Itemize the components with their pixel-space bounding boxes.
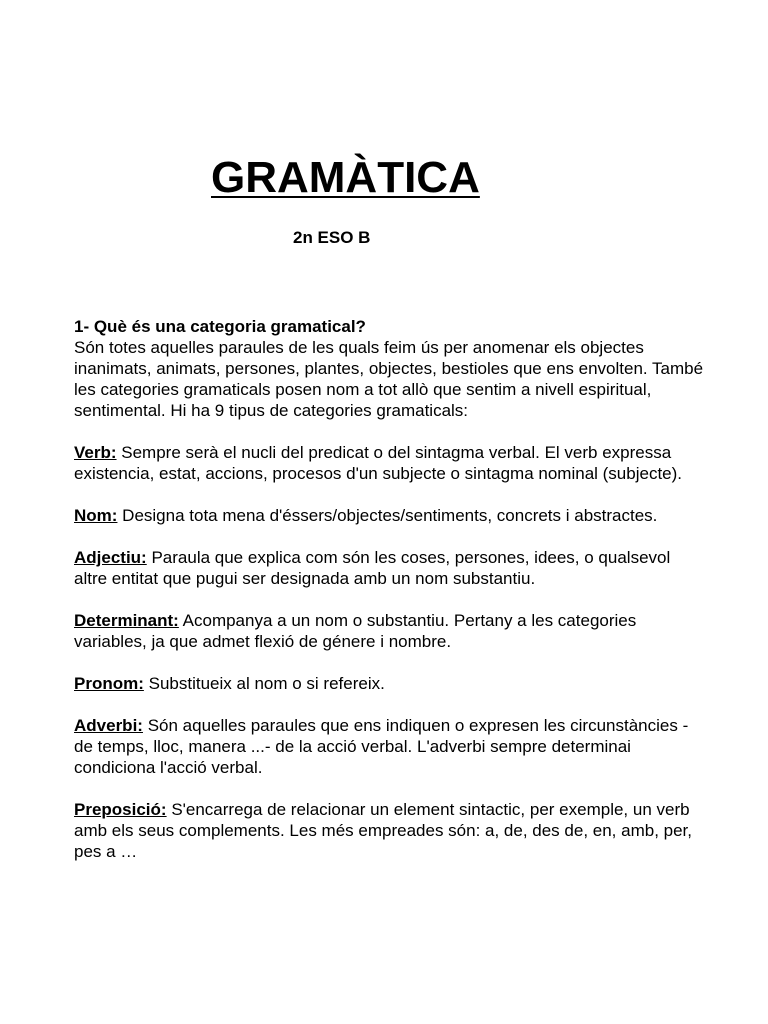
definition-adverbi xyxy=(74,715,704,778)
term-definition: Acompanya a un nom o substantiu. Pertany a les categories variables, ja que admet flexió de génere i nombre. xyxy=(74,611,637,651)
term-definition: Paraula que explica com són les coses, persones, idees, o qualsevol altre entitat que pugui ser designada amb un nom substantiu. xyxy=(74,548,671,588)
term-label: Adverbi: xyxy=(74,716,143,735)
definition-nom xyxy=(74,505,704,526)
term-label: Adjectiu: xyxy=(74,548,147,567)
term-definition: Són aquelles paraules que ens indiquen o expresen les circunstàncies -de temps, lloc, manera ...- de la acció verbal. L'adverbi sempre determinai condiciona l'acció verbal. xyxy=(74,716,689,777)
term-label: Nom: xyxy=(74,506,118,525)
intro-text: Són totes aquelles paraules de les quals feim ús per anomenar els objectes inanimats, animats, persones, plantes, objectes, bestioles que ens envolten. També les categories gramaticals posen nom a tot allò que sentim a nivell espiritual, sentimental. Hi ha 9 tipus de categories gramaticals: xyxy=(74,338,704,420)
term-label: Pronom: xyxy=(74,674,144,693)
term-label: Determinant: xyxy=(74,611,179,630)
question-heading: 1- Què és una categoria gramatical? xyxy=(74,317,366,336)
document-body xyxy=(74,316,704,883)
definition-determinant xyxy=(74,610,704,652)
definition-pronom xyxy=(74,673,704,694)
class-subtitle: 2n ESO B xyxy=(293,228,371,247)
definition-verb xyxy=(74,442,704,484)
term-definition: Substitueix al nom o si refereix. xyxy=(143,674,385,693)
page-title: GRAMÀTICA xyxy=(211,153,480,202)
term-label: Preposició: xyxy=(74,800,167,819)
term-label: Verb: xyxy=(74,443,117,462)
term-definition: Sempre serà el nucli del predicat o del sintagma verbal. El verb expressa existencia, estat, accions, procesos d'un subjecte o sintagma nominal (subjecte). xyxy=(74,443,683,483)
term-definition: Designa tota mena d'éssers/objectes/sentiments, concrets i abstractes. xyxy=(117,506,658,525)
intro-paragraph xyxy=(74,316,704,421)
definition-preposicio xyxy=(74,799,704,862)
definition-adjectiu xyxy=(74,547,704,589)
term-definition: S'encarrega de relacionar un element sintactic, per exemple, un verb amb els seus complements. Les més empreades són: a, de, des de, en, amb, per, pes a … xyxy=(74,800,692,861)
